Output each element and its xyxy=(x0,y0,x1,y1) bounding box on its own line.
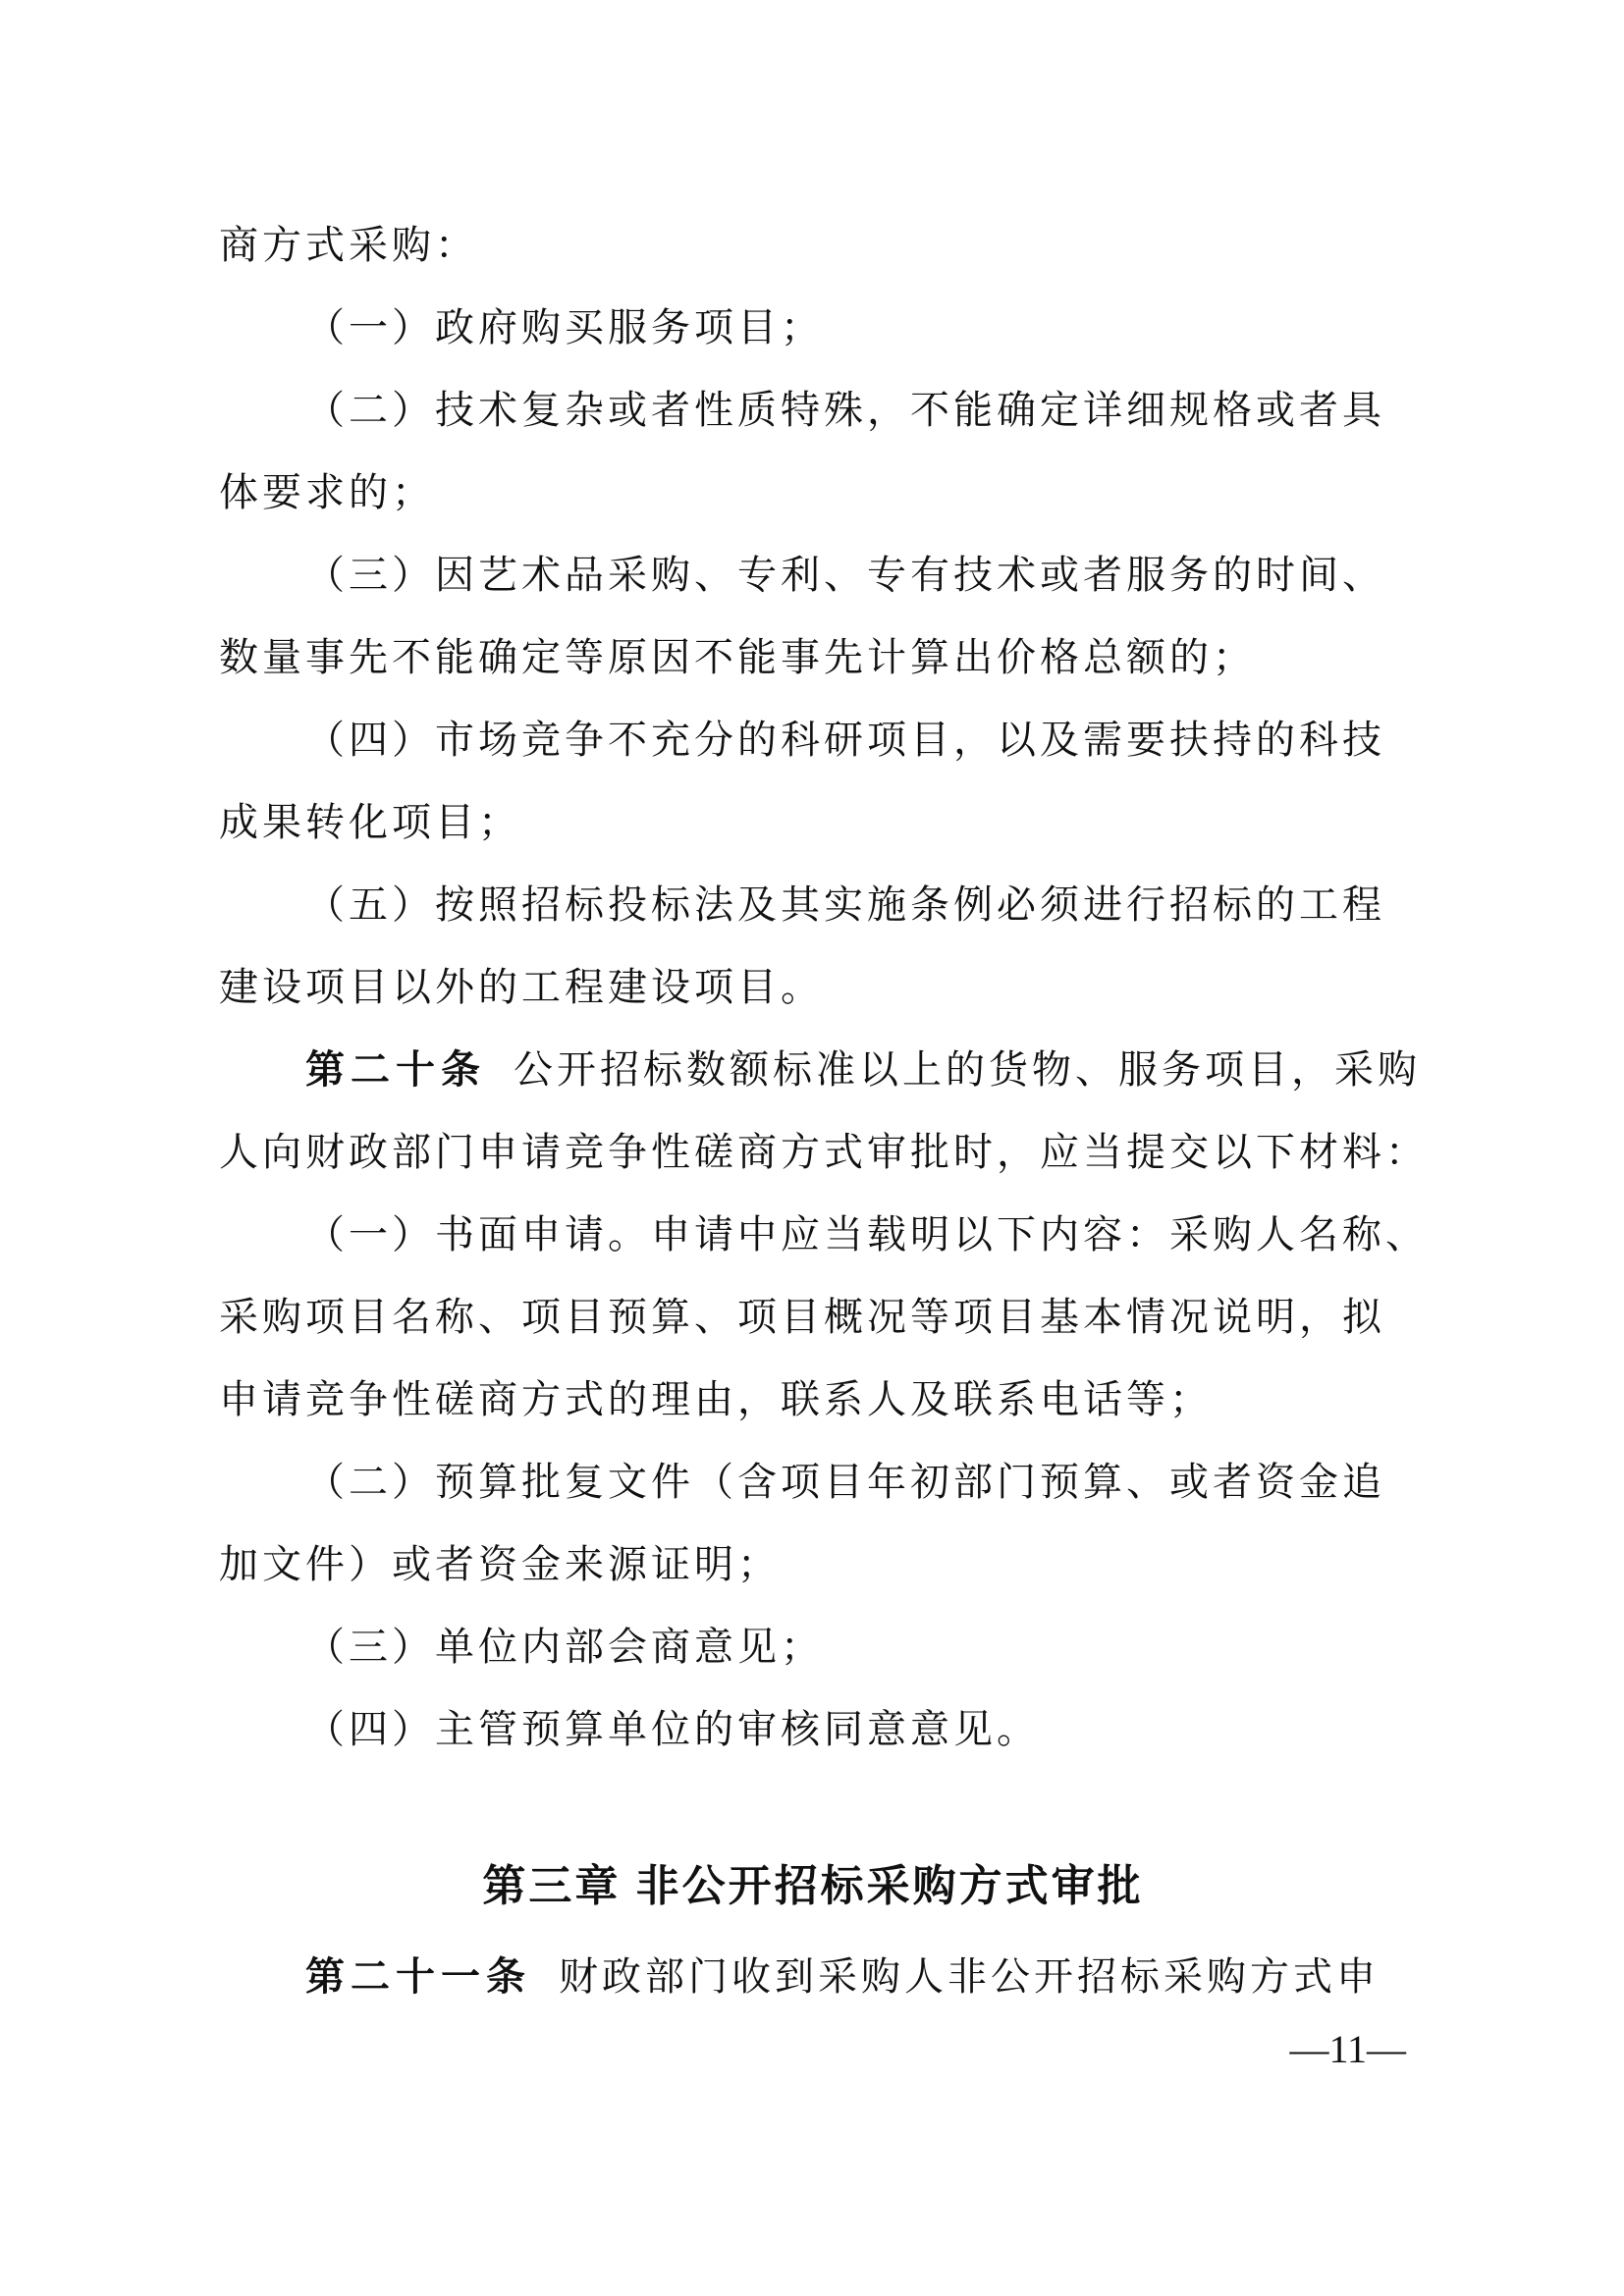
body-line xyxy=(219,1936,1407,2018)
body-line: （一）书面申请。申请中应当载明以下内容：采购人名称、 xyxy=(305,1212,1429,1256)
document-text xyxy=(219,204,1429,2018)
article-number: 第二十条 xyxy=(305,1048,486,1092)
body-line: 数量事先不能确定等原因不能事先计算出价格总额的； xyxy=(219,635,1256,679)
body-line: 采购项目名称、项目预算、项目概况等项目基本情况说明，拟 xyxy=(219,1295,1385,1339)
article-number: 第二十一条 xyxy=(305,1955,531,1999)
body-line: （二）技术复杂或者性质特殊，不能确定详细规格或者具 xyxy=(305,388,1385,432)
body-line: （四）主管预算单位的审核同意意见。 xyxy=(305,1707,1040,1751)
line-text: 财政部门收到采购人非公开招标采购方式申 xyxy=(559,1954,1380,1999)
body-line: 成果转化项目； xyxy=(219,800,521,844)
page-number: —11— xyxy=(1289,2027,1406,2071)
body-line: 商方式采购： xyxy=(219,223,478,267)
body-line: 体要求的； xyxy=(219,470,435,514)
body-line: （三）单位内部会商意见； xyxy=(305,1625,824,1669)
body-line xyxy=(219,1029,1421,1111)
line-text: 公开招标数额标准以上的货物、服务项目，采购 xyxy=(514,1047,1421,1092)
body-line: （二）预算批复文件（含项目年初部门预算、或者资金追 xyxy=(305,1460,1385,1504)
body-line: （四）市场竞争不充分的科研项目，以及需要扶持的科技 xyxy=(305,718,1385,762)
body-line: 建设项目以外的工程建设项目。 xyxy=(219,965,824,1009)
body-line: （三）因艺术品采购、专利、专有技术或者服务的时间、 xyxy=(305,553,1385,597)
body-line: （五）按照招标投标法及其实施条例必须进行招标的工程 xyxy=(305,882,1385,927)
body-line: 加文件）或者资金来源证明； xyxy=(219,1542,781,1586)
body-line: （一）政府购买服务项目； xyxy=(305,305,824,349)
body-line: 人向财政部门申请竞争性磋商方式审批时，应当提交以下材料： xyxy=(219,1130,1429,1174)
body-line: 申请竞争性磋商方式的理由，联系人及联系电话等； xyxy=(219,1377,1213,1421)
chapter-heading: 第三章 非公开招标采购方式审批 xyxy=(482,1862,1144,1910)
